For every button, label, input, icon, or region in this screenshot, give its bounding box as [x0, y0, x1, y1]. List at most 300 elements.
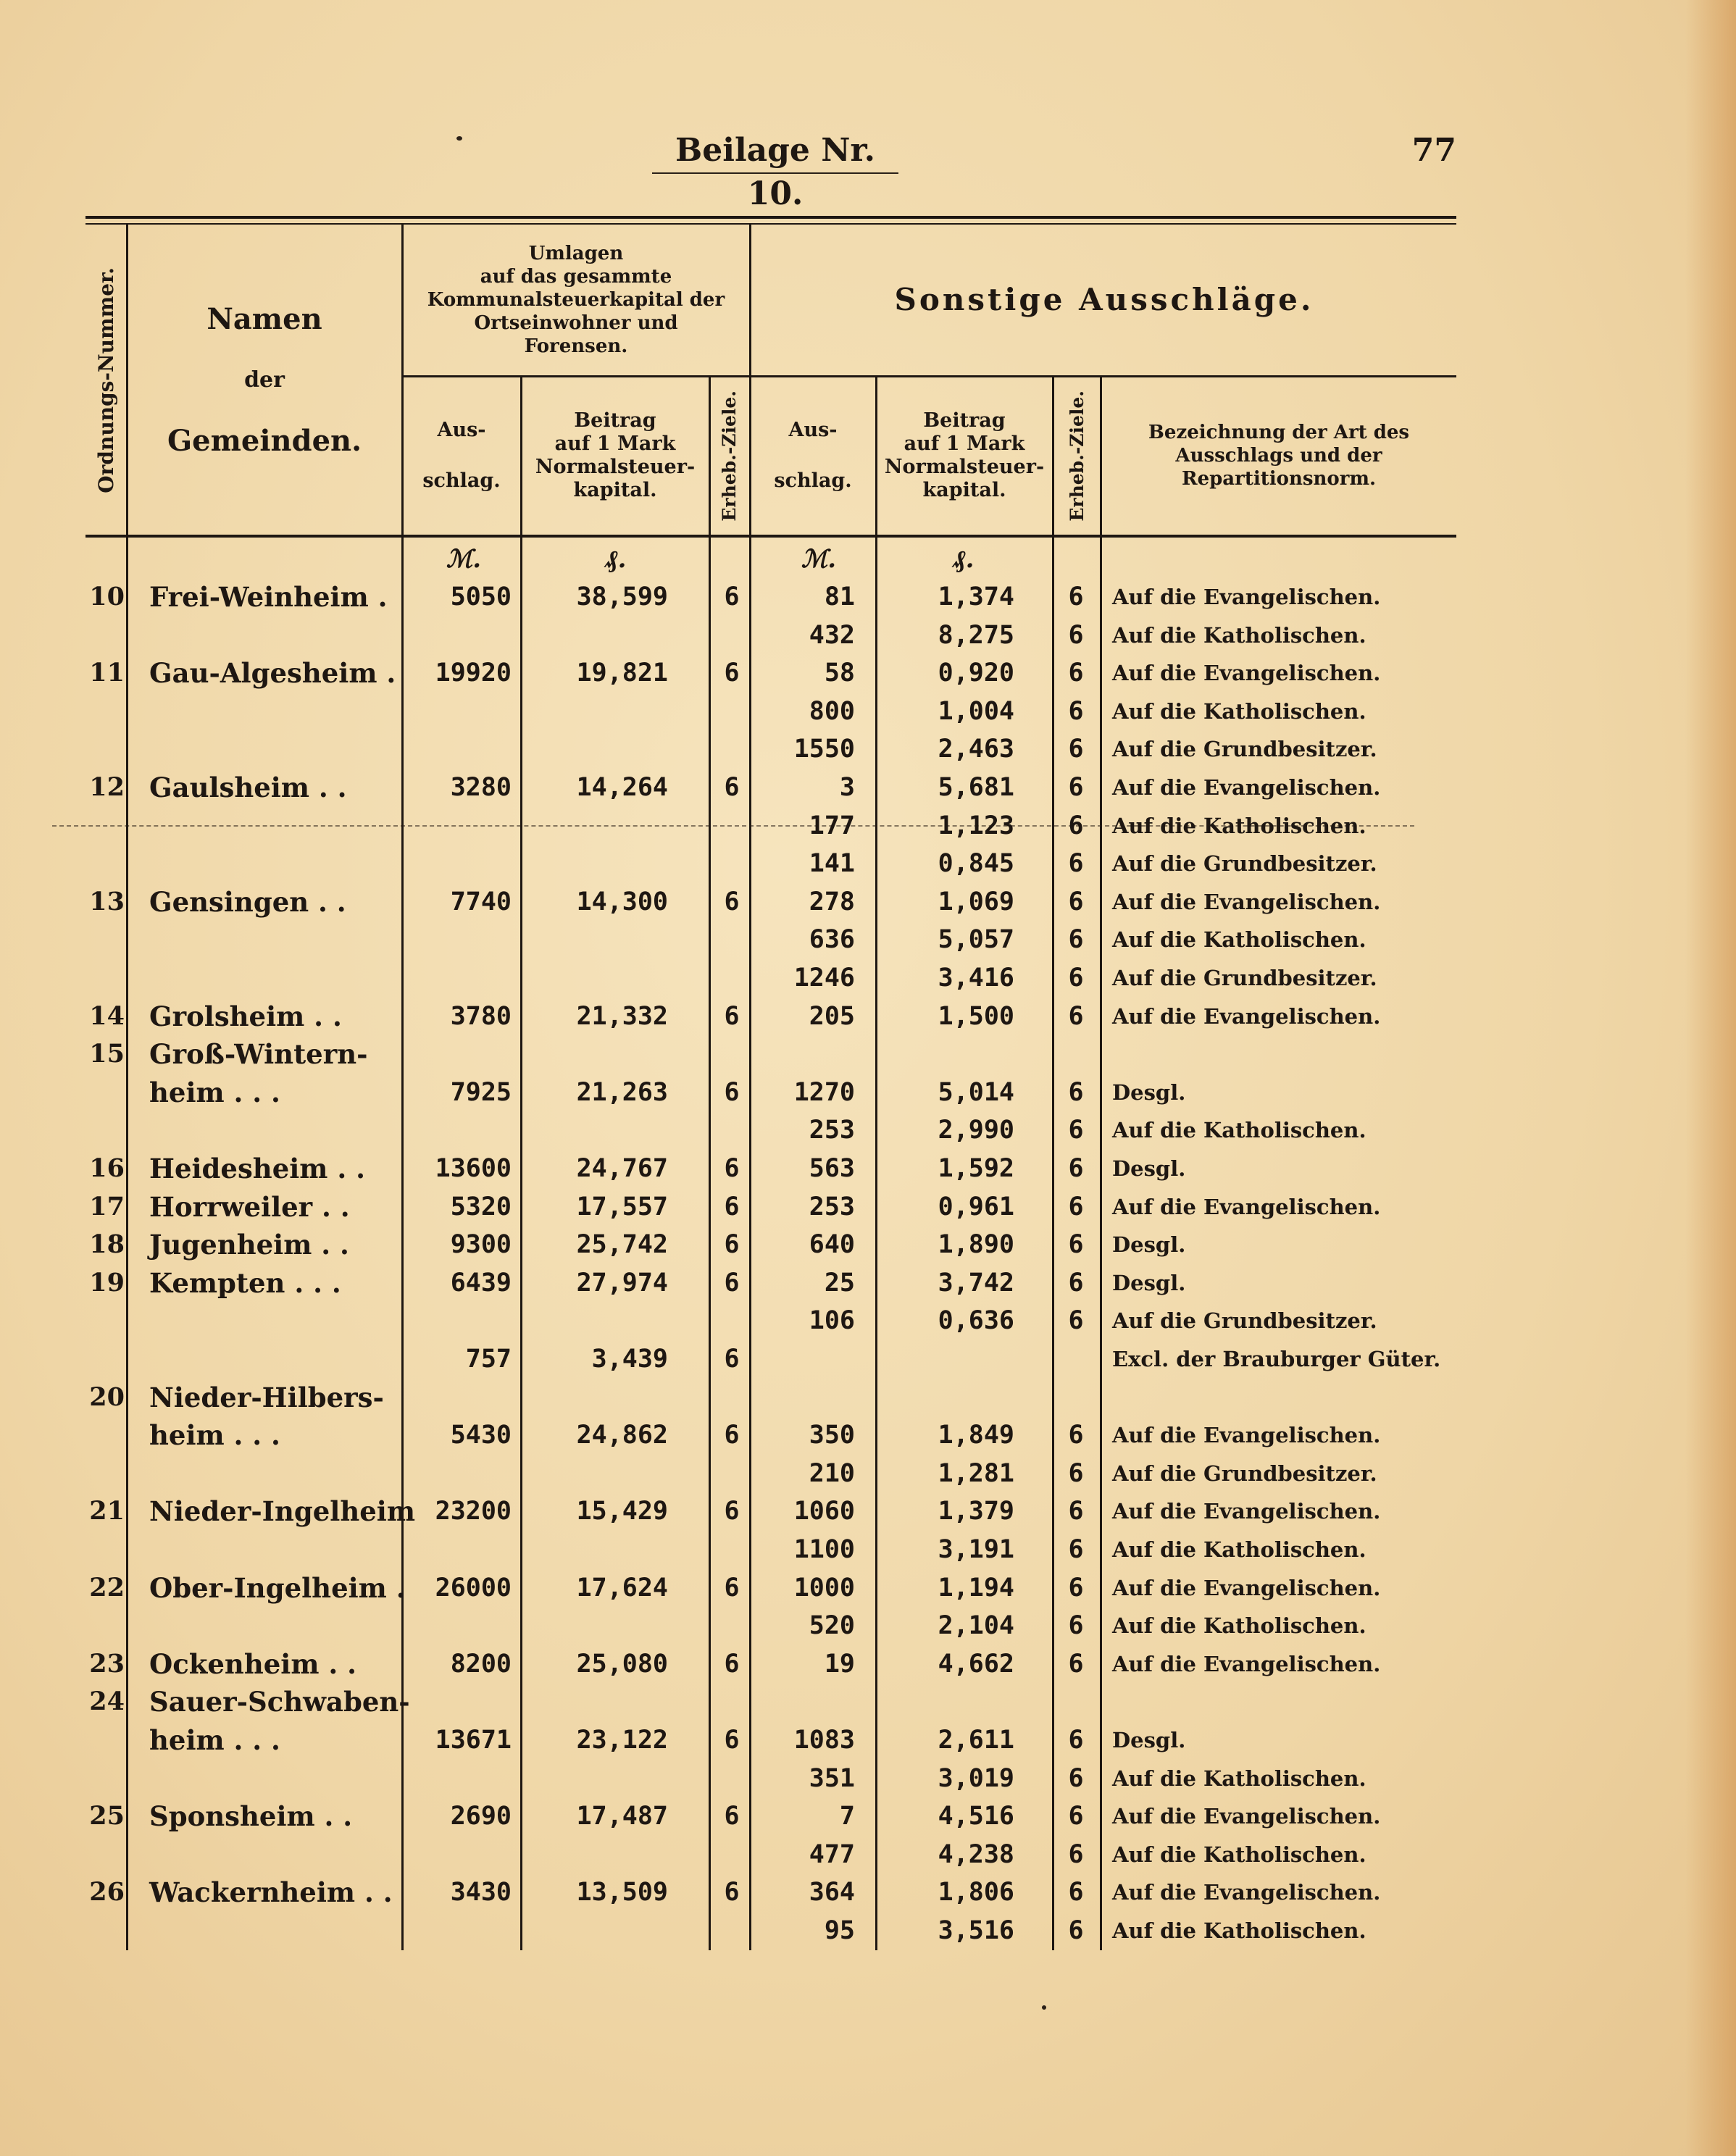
row-sonstige-erheb-ziele: 6 [1068, 1726, 1084, 1755]
row-ausschlag [403, 1760, 512, 1797]
row-number: 11 [89, 658, 125, 688]
row-beitrag: 15,429 [576, 1497, 668, 1526]
row-erheb-ziele: 6 [724, 1269, 740, 1298]
row-ausschlag: 757 [465, 1345, 512, 1374]
table-row [0, 769, 1736, 806]
row-number [70, 845, 125, 882]
row-erheb-ziele: 6 [724, 773, 740, 802]
row-sonstige-ausschlag: 1060 [793, 1497, 855, 1526]
row-sonstige-erheb-ziele: 6 [1068, 811, 1084, 840]
row-beitrag [529, 1683, 668, 1721]
row-sonstige-beitrag: 4,516 [938, 1802, 1014, 1831]
row-sonstige-ausschlag: 95 [824, 1916, 855, 1945]
header-sonstige-ausschlag: Aus- schlag. [774, 419, 852, 492]
row-bezeichnung: Auf die Katholischen. [1112, 814, 1366, 838]
row-number [70, 1074, 125, 1111]
table-row [0, 1074, 1736, 1111]
row-bezeichnung: Auf die Evangelischen. [1112, 585, 1381, 609]
row-sonstige-beitrag: 4,662 [938, 1650, 1014, 1679]
table-row [0, 1836, 1736, 1873]
row-bezeichnung: Auf die Katholischen. [1112, 1918, 1366, 1943]
row-sonstige-erheb-ziele: 6 [1068, 1230, 1084, 1259]
row-number [70, 1111, 125, 1149]
row-bezeichnung: Desgl. [1112, 1080, 1186, 1105]
row-sonstige-ausschlag [754, 1340, 855, 1378]
header-beitrag: Beitrag auf 1 Mark Normalsteuer- kapital. [535, 409, 696, 501]
row-erheb-ziele [706, 1836, 757, 1873]
row-community-name [149, 1340, 388, 1378]
row-ausschlag: 8200 [450, 1650, 512, 1679]
row-number: 16 [89, 1153, 125, 1183]
row-community-name: heim . . . [149, 1077, 280, 1108]
row-sonstige-ausschlag: 106 [809, 1306, 855, 1335]
row-erheb-ziele: 6 [724, 1421, 740, 1450]
table-row [0, 1873, 1736, 1911]
row-community-name [149, 1111, 388, 1149]
row-bezeichnung: Auf die Katholischen. [1112, 1537, 1366, 1562]
row-sonstige-beitrag: 2,104 [938, 1611, 1014, 1640]
header-namen: Namen der Gemeinden. [167, 302, 362, 458]
row-sonstige-erheb-ziele: 6 [1068, 1306, 1084, 1335]
row-sonstige-erheb-ziele: 6 [1068, 1154, 1084, 1183]
row-sonstige-beitrag: 0,961 [938, 1192, 1014, 1221]
row-beitrag: 24,862 [576, 1421, 668, 1450]
table-row [0, 1455, 1736, 1492]
row-sonstige-beitrag: 1,281 [938, 1459, 1014, 1488]
table-row [0, 1226, 1736, 1263]
row-sonstige-beitrag: 2,611 [938, 1726, 1014, 1755]
row-ausschlag: 19920 [435, 659, 512, 688]
row-erheb-ziele [706, 730, 757, 768]
row-community-name: Jugenheim . . [149, 1229, 349, 1261]
unit-mark: ℳ. [446, 545, 482, 574]
row-bezeichnung: Auf die Grundbesitzer. [1112, 966, 1377, 990]
row-beitrag [529, 1912, 668, 1950]
row-erheb-ziele [706, 1379, 757, 1416]
row-bezeichnung: Auf die Katholischen. [1112, 1842, 1366, 1867]
row-sonstige-ausschlag: 81 [824, 582, 855, 611]
row-beitrag [529, 921, 668, 958]
table-row [0, 654, 1736, 692]
row-ausschlag: 6439 [450, 1269, 512, 1298]
row-beitrag [529, 959, 668, 997]
row-number: 15 [89, 1039, 125, 1069]
row-sonstige-ausschlag: 563 [809, 1154, 855, 1183]
row-bezeichnung: Auf die Grundbesitzer. [1112, 851, 1377, 876]
table-row [0, 1340, 1736, 1378]
row-sonstige-erheb-ziele: 6 [1068, 1116, 1084, 1145]
row-number: 18 [89, 1229, 125, 1259]
row-number [70, 921, 125, 958]
table-row [0, 1912, 1736, 1950]
row-ausschlag: 26000 [435, 1574, 512, 1603]
page-title: Beilage Nr. 10. [652, 129, 898, 174]
row-sonstige-beitrag [884, 1683, 1014, 1721]
row-community-name: Sauer-Schwaben- [149, 1686, 410, 1718]
page-number: 77 [1411, 132, 1456, 169]
row-sonstige-erheb-ziele: 6 [1068, 1078, 1084, 1107]
row-erheb-ziele: 6 [724, 1230, 740, 1259]
header-sonstige-erheb-ziele: Erheb.-Ziele. [1066, 390, 1088, 522]
row-beitrag [529, 807, 668, 845]
row-number [70, 1607, 125, 1645]
row-sonstige-beitrag: 0,920 [938, 659, 1014, 688]
header-sonstige-beitrag: Beitrag auf 1 Mark Normalsteuer- kapital. [884, 409, 1045, 501]
row-sonstige-beitrag: 1,374 [938, 582, 1014, 611]
row-sonstige-beitrag: 2,990 [938, 1116, 1014, 1145]
row-beitrag [529, 1607, 668, 1645]
row-erheb-ziele [706, 1302, 757, 1340]
row-ausschlag [403, 1455, 512, 1492]
table-row [0, 845, 1736, 882]
row-erheb-ziele [706, 807, 757, 845]
table-row [0, 1645, 1736, 1683]
row-erheb-ziele [706, 1455, 757, 1492]
table-row [0, 1264, 1736, 1302]
row-sonstige-beitrag: 1,806 [938, 1878, 1014, 1907]
table-row [0, 578, 1736, 616]
row-sonstige-ausschlag: 800 [809, 697, 855, 726]
row-beitrag [529, 1836, 668, 1873]
row-sonstige-erheb-ziele: 6 [1068, 964, 1084, 993]
row-sonstige-erheb-ziele: 6 [1068, 1611, 1084, 1640]
row-community-name [149, 845, 388, 882]
row-sonstige-ausschlag [754, 1379, 855, 1416]
row-sonstige-beitrag: 0,636 [938, 1306, 1014, 1335]
row-ausschlag [403, 1683, 512, 1721]
row-number [70, 959, 125, 997]
header-erheb-ziele: Erheb.-Ziele. [718, 390, 740, 522]
row-bezeichnung: Auf die Evangelischen. [1112, 1195, 1381, 1219]
row-beitrag [529, 845, 668, 882]
row-sonstige-erheb-ziele: 6 [1068, 1650, 1084, 1679]
row-bezeichnung: Desgl. [1112, 1271, 1186, 1295]
row-ausschlag [403, 845, 512, 882]
row-community-name: Kempten . . . [149, 1267, 341, 1299]
row-sonstige-ausschlag: 350 [809, 1421, 855, 1450]
table-row [0, 617, 1736, 654]
row-sonstige-erheb-ziele: 6 [1068, 697, 1084, 726]
row-sonstige-ausschlag: 640 [809, 1230, 855, 1259]
row-sonstige-erheb-ziele [1054, 1035, 1098, 1073]
row-bezeichnung: Auf die Katholischen. [1112, 699, 1366, 724]
row-ausschlag: 7740 [450, 887, 512, 916]
row-erheb-ziele [706, 693, 757, 730]
row-ausschlag: 3780 [450, 1002, 512, 1031]
header-bezeichnung: Bezeichnung der Art des Ausschlags und der Repartitionsnorm. [1148, 422, 1410, 490]
row-sonstige-ausschlag: 1550 [793, 735, 855, 764]
row-number [70, 730, 125, 768]
header-umlagen-group: Umlagen auf das gesammte Kommunalsteuerkapital der Ortseinwohner und Forensen. [427, 243, 725, 357]
table-row [0, 1797, 1736, 1835]
row-bezeichnung: Auf die Evangelischen. [1112, 1499, 1381, 1524]
row-number: 12 [89, 772, 125, 802]
row-erheb-ziele [706, 1760, 757, 1797]
row-beitrag [529, 1455, 668, 1492]
row-beitrag: 23,122 [576, 1726, 668, 1755]
row-number: 22 [89, 1573, 125, 1603]
row-beitrag [529, 617, 668, 654]
row-sonstige-ausschlag: 1246 [793, 964, 855, 993]
row-beitrag: 38,599 [576, 582, 668, 611]
row-beitrag: 17,487 [576, 1802, 668, 1831]
row-beitrag [529, 1111, 668, 1149]
row-community-name [149, 693, 388, 730]
row-number [70, 617, 125, 654]
row-number: 24 [89, 1687, 125, 1716]
unit-sonstige-mark: ℳ. [801, 545, 837, 574]
unit-sonstige-pfennig: ₰. [953, 545, 975, 574]
row-erheb-ziele [706, 1683, 757, 1721]
header-ordnungs-nummer: Ordnungs-Nummer. [93, 267, 118, 493]
row-beitrag: 3,439 [591, 1345, 668, 1374]
row-bezeichnung: Auf die Katholischen. [1112, 623, 1366, 648]
row-bezeichnung: Auf die Grundbesitzer. [1112, 1461, 1377, 1486]
row-erheb-ziele: 6 [724, 1345, 740, 1374]
row-sonstige-ausschlag: 210 [809, 1459, 855, 1488]
table-row [0, 1111, 1736, 1149]
row-number: 17 [89, 1192, 125, 1221]
row-community-name: Nieder-Hilbers- [149, 1382, 384, 1413]
row-community-name: Sponsheim . . [149, 1800, 353, 1832]
row-sonstige-ausschlag [754, 1035, 855, 1073]
row-erheb-ziele: 6 [724, 887, 740, 916]
row-sonstige-beitrag: 4,238 [938, 1840, 1014, 1869]
row-erheb-ziele: 6 [724, 1497, 740, 1526]
row-erheb-ziele: 6 [724, 1002, 740, 1031]
row-number [70, 1912, 125, 1950]
table-row [0, 1569, 1736, 1607]
row-beitrag [529, 1302, 668, 1340]
row-community-name [149, 1760, 388, 1797]
row-bezeichnung [1112, 1379, 1431, 1416]
row-sonstige-beitrag: 5,057 [938, 925, 1014, 954]
row-ausschlag [403, 1531, 512, 1568]
row-community-name: Grolsheim . . [149, 1000, 342, 1032]
row-community-name [149, 807, 388, 845]
row-sonstige-beitrag: 2,463 [938, 735, 1014, 764]
row-community-name [149, 1836, 388, 1873]
row-sonstige-erheb-ziele: 6 [1068, 1002, 1084, 1031]
row-community-name [149, 1912, 388, 1950]
table-row [0, 921, 1736, 958]
row-sonstige-ausschlag: 253 [809, 1192, 855, 1221]
row-beitrag [529, 1760, 668, 1797]
row-ausschlag [403, 1302, 512, 1340]
row-number [70, 807, 125, 845]
table-top-rule [85, 216, 1456, 219]
row-number [70, 1760, 125, 1797]
table-row [0, 1150, 1736, 1187]
row-sonstige-erheb-ziele: 6 [1068, 582, 1084, 611]
row-ausschlag: 13671 [435, 1726, 512, 1755]
row-beitrag: 14,300 [576, 887, 668, 916]
row-ausschlag: 5320 [450, 1192, 512, 1221]
row-sonstige-ausschlag: 25 [824, 1269, 855, 1298]
row-ausschlag [403, 1379, 512, 1416]
row-sonstige-ausschlag: 1100 [793, 1535, 855, 1564]
row-ausschlag: 23200 [435, 1497, 512, 1526]
row-sonstige-erheb-ziele [1054, 1683, 1098, 1721]
row-community-name [149, 921, 388, 958]
table-row [0, 1721, 1736, 1759]
table-top-rule-thin [85, 223, 1456, 225]
row-community-name: Heidesheim . . [149, 1153, 365, 1184]
row-sonstige-erheb-ziele: 6 [1068, 1878, 1084, 1907]
row-ausschlag [403, 959, 512, 997]
row-sonstige-erheb-ziele: 6 [1068, 849, 1084, 878]
row-community-name: heim . . . [149, 1419, 280, 1451]
row-sonstige-erheb-ziele: 6 [1068, 1916, 1084, 1945]
header-ausschlag: Aus- schlag. [422, 419, 501, 492]
row-bezeichnung: Auf die Katholischen. [1112, 1613, 1366, 1638]
row-sonstige-ausschlag: 1270 [793, 1078, 855, 1107]
row-sonstige-erheb-ziele: 6 [1068, 1421, 1084, 1450]
row-community-name [149, 1455, 388, 1492]
row-erheb-ziele [706, 617, 757, 654]
print-speck [456, 136, 462, 141]
row-bezeichnung: Desgl. [1112, 1232, 1186, 1257]
row-ausschlag [403, 617, 512, 654]
row-ausschlag: 7925 [450, 1078, 512, 1107]
row-sonstige-erheb-ziele: 6 [1068, 1192, 1084, 1221]
row-sonstige-ausschlag: 141 [809, 849, 855, 878]
row-sonstige-beitrag: 3,516 [938, 1916, 1014, 1945]
row-number [70, 1531, 125, 1568]
row-erheb-ziele: 6 [724, 1802, 740, 1831]
row-ausschlag: 9300 [450, 1230, 512, 1259]
row-community-name [149, 617, 388, 654]
print-speck [1042, 2005, 1046, 2010]
row-erheb-ziele: 6 [724, 1650, 740, 1679]
group-divider-rule [403, 375, 1456, 377]
row-sonstige-beitrag: 3,191 [938, 1535, 1014, 1564]
row-bezeichnung: Auf die Evangelischen. [1112, 1652, 1381, 1676]
row-sonstige-ausschlag: 253 [809, 1116, 855, 1145]
row-erheb-ziele [706, 1607, 757, 1645]
row-sonstige-erheb-ziele: 6 [1068, 1459, 1084, 1488]
unit-pfennig: ₰. [605, 545, 627, 574]
row-beitrag [529, 1035, 668, 1073]
row-community-name [149, 1302, 388, 1340]
table-row [0, 1416, 1736, 1454]
header-bottom-rule [85, 535, 1456, 538]
row-sonstige-ausschlag: 351 [809, 1764, 855, 1793]
table-row [0, 883, 1736, 921]
row-bezeichnung: Auf die Evangelischen. [1112, 1004, 1381, 1029]
row-sonstige-ausschlag: 1083 [793, 1726, 855, 1755]
row-ausschlag [403, 1836, 512, 1873]
row-bezeichnung: Auf die Grundbesitzer. [1112, 737, 1377, 761]
row-ausschlag: 3430 [450, 1878, 512, 1907]
row-community-name: Gaulsheim . . [149, 772, 347, 803]
row-community-name: Horrweiler . . [149, 1191, 350, 1223]
row-ausschlag: 13600 [435, 1154, 512, 1183]
row-erheb-ziele [706, 1912, 757, 1950]
row-sonstige-beitrag: 0,845 [938, 849, 1014, 878]
row-sonstige-beitrag: 1,890 [938, 1230, 1014, 1259]
row-sonstige-erheb-ziele: 6 [1068, 621, 1084, 650]
row-erheb-ziele [706, 1531, 757, 1568]
row-sonstige-ausschlag: 7 [839, 1802, 855, 1831]
row-community-name: Groß-Wintern- [149, 1038, 368, 1070]
row-sonstige-beitrag: 1,849 [938, 1421, 1014, 1450]
row-erheb-ziele: 6 [724, 1078, 740, 1107]
row-number: 13 [89, 887, 125, 916]
row-beitrag: 24,767 [576, 1154, 668, 1183]
row-community-name: Wackernheim . . [149, 1876, 393, 1908]
row-ausschlag [403, 807, 512, 845]
row-erheb-ziele: 6 [724, 1726, 740, 1755]
row-sonstige-erheb-ziele: 6 [1068, 887, 1084, 916]
table-row [0, 693, 1736, 730]
row-sonstige-beitrag [884, 1340, 1014, 1378]
row-community-name: Gensingen . . [149, 886, 346, 918]
row-community-name: Ockenheim . . [149, 1648, 357, 1680]
row-sonstige-erheb-ziele: 6 [1068, 735, 1084, 764]
row-sonstige-erheb-ziele: 6 [1068, 1269, 1084, 1298]
row-bezeichnung: Auf die Katholischen. [1112, 1118, 1366, 1142]
row-number [70, 1340, 125, 1378]
row-sonstige-erheb-ziele [1054, 1379, 1098, 1416]
row-bezeichnung: Desgl. [1112, 1156, 1186, 1181]
row-sonstige-erheb-ziele [1054, 1340, 1098, 1378]
row-number [70, 1416, 125, 1454]
row-number: 26 [89, 1877, 125, 1907]
row-bezeichnung: Excl. der Brauburger Güter. [1112, 1347, 1441, 1371]
row-bezeichnung [1112, 1035, 1431, 1073]
row-number: 14 [89, 1001, 125, 1031]
table-row [0, 1683, 1736, 1721]
row-community-name: Gau-Algesheim . [149, 657, 396, 689]
row-beitrag [529, 1531, 668, 1568]
row-community-name: Ober-Ingelheim . [149, 1572, 406, 1604]
row-number [70, 1721, 125, 1759]
row-sonstige-beitrag: 1,194 [938, 1574, 1014, 1603]
row-sonstige-ausschlag [754, 1683, 855, 1721]
row-number [70, 1836, 125, 1873]
row-sonstige-erheb-ziele: 6 [1068, 773, 1084, 802]
row-beitrag: 13,509 [576, 1878, 668, 1907]
row-number: 10 [89, 582, 125, 611]
row-sonstige-ausschlag: 364 [809, 1878, 855, 1907]
row-sonstige-beitrag: 1,004 [938, 697, 1014, 726]
row-erheb-ziele [706, 921, 757, 958]
row-bezeichnung: Auf die Evangelischen. [1112, 1880, 1381, 1905]
row-sonstige-beitrag: 5,014 [938, 1078, 1014, 1107]
row-community-name [149, 730, 388, 768]
row-sonstige-erheb-ziele: 6 [1068, 1497, 1084, 1526]
row-beitrag [529, 730, 668, 768]
table-row [0, 1607, 1736, 1645]
row-sonstige-beitrag: 1,592 [938, 1154, 1014, 1183]
row-sonstige-ausschlag: 1000 [793, 1574, 855, 1603]
row-number [70, 1302, 125, 1340]
row-beitrag: 21,332 [576, 1002, 668, 1031]
row-community-name [149, 1531, 388, 1568]
row-sonstige-ausschlag: 177 [809, 811, 855, 840]
row-beitrag: 17,624 [576, 1574, 668, 1603]
row-sonstige-beitrag: 3,416 [938, 964, 1014, 993]
table-row [0, 1188, 1736, 1226]
row-beitrag [529, 693, 668, 730]
row-sonstige-beitrag: 3,742 [938, 1269, 1014, 1298]
row-number [70, 693, 125, 730]
row-number: 21 [89, 1496, 125, 1526]
row-sonstige-ausschlag: 278 [809, 887, 855, 916]
table-row [0, 730, 1736, 768]
row-erheb-ziele: 6 [724, 1574, 740, 1603]
